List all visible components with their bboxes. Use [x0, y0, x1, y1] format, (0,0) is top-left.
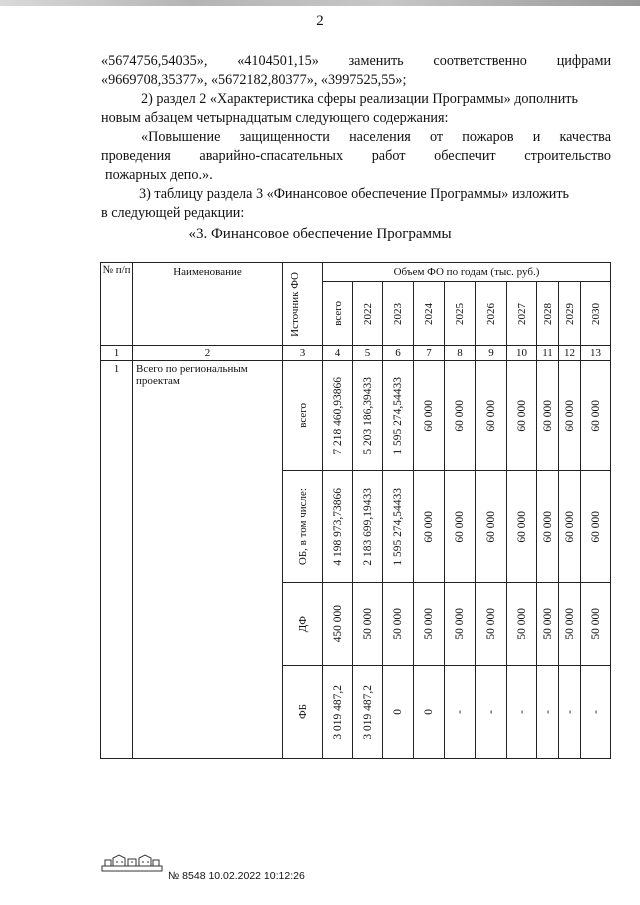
header-group-label: Объем ФО по годам (тыс. руб.): [393, 266, 540, 278]
value-label: 1 595 274,54433: [392, 376, 404, 455]
table-row: [101, 361, 611, 471]
value-label: 1 595 274,54433: [392, 487, 404, 566]
value-cell: [559, 666, 581, 759]
index-cell-6: 6: [383, 346, 414, 361]
value-label: 50 000: [392, 608, 404, 640]
value-cell: [383, 583, 414, 666]
value-cell: [323, 583, 353, 666]
value-cell: [559, 361, 581, 471]
value-label: 60 000: [423, 510, 435, 543]
value-label: 60 000: [485, 510, 497, 543]
index-cell-8: 8: [445, 346, 476, 361]
header-col-2022: [353, 282, 383, 346]
value-cell: [383, 471, 414, 583]
header-col-2028: [537, 282, 559, 346]
value-label: 450 000: [331, 605, 344, 643]
value-cell: [414, 471, 445, 583]
p1-word-respectively: соответственно: [433, 53, 527, 69]
value-cell: [323, 471, 353, 583]
value-label: 60 000: [423, 399, 435, 432]
value-label: 50 000: [485, 608, 497, 640]
value-cell: [445, 361, 476, 471]
header-col-2024: [414, 282, 445, 346]
value-label: -: [515, 710, 528, 714]
value-label: 50 000: [563, 608, 576, 640]
value-cell: [476, 471, 507, 583]
paragraph-1-line-1: [101, 52, 611, 71]
value-label: 50 000: [454, 608, 466, 640]
scan-top-edge: [0, 0, 640, 6]
value-cell: [507, 361, 537, 471]
index-cell-11: 11: [537, 346, 559, 361]
row-name: Всего по региональным проектам: [133, 361, 283, 759]
paragraph-1-line-2: «9669708,35377», «5672182,80377», «3997525,55»;: [101, 72, 407, 88]
row-number: 1: [101, 361, 133, 759]
value-label: 3 019 487,2: [361, 684, 374, 740]
header-group: [323, 263, 611, 282]
value-label: 5 203 186,39433: [361, 376, 374, 455]
document-registration-footer: № 8548 10.02.2022 10:12:26: [168, 870, 305, 882]
value-label: 60 000: [541, 399, 554, 432]
header-col-total-label: всего: [331, 301, 344, 326]
value-cell: [476, 361, 507, 471]
value-label: 7 218 460,93866: [331, 376, 344, 455]
value-label: 60 000: [589, 510, 602, 543]
value-cell: [507, 471, 537, 583]
header-col-2025-label: 2025: [454, 302, 466, 325]
value-cell: [581, 471, 611, 583]
value-cell: [581, 666, 611, 759]
index-cell-4: 4: [323, 346, 353, 361]
value-label: 50 000: [361, 608, 374, 640]
paragraph-1: [101, 52, 611, 90]
p1-value-1: «5674756,54035»,: [101, 53, 208, 69]
value-cell: [581, 583, 611, 666]
source-cell: [283, 583, 323, 666]
financing-table: [100, 262, 611, 759]
value-label: 2 183 699,19433: [361, 487, 374, 566]
value-label: 50 000: [515, 608, 528, 640]
value-cell: [414, 583, 445, 666]
value-cell: [559, 583, 581, 666]
paragraph-4-line-1: 3) таблицу раздела 3 «Финансовое обеспечение Программы» изложить: [139, 186, 570, 202]
p1-word-replace: заменить: [348, 53, 404, 69]
header-col-2026: [476, 282, 507, 346]
index-cell-2: 2: [133, 346, 283, 361]
paragraph-2: [101, 90, 611, 128]
value-cell: [507, 666, 537, 759]
source-label: ФБ: [296, 704, 309, 720]
header-name-label: Наименование: [173, 266, 242, 278]
header-col-2029-label: 2029: [563, 302, 576, 325]
value-label: -: [454, 710, 466, 714]
header-name: [133, 263, 283, 346]
header-col-2030: [581, 282, 611, 346]
value-cell: [323, 666, 353, 759]
value-cell: [581, 361, 611, 471]
index-cell-12: 12: [559, 346, 581, 361]
header-col-2023-label: 2023: [392, 302, 404, 325]
value-cell: [383, 361, 414, 471]
value-cell: [445, 666, 476, 759]
header-col-2030-label: 2030: [589, 302, 602, 325]
header-col-2023: [383, 282, 414, 346]
value-label: -: [541, 710, 554, 714]
paragraph-3-line-3: пожарных депо.».: [105, 167, 213, 183]
index-cell-9: 9: [476, 346, 507, 361]
value-cell: [537, 471, 559, 583]
value-cell: [537, 666, 559, 759]
value-cell: [414, 666, 445, 759]
value-cell: [559, 471, 581, 583]
index-cell-3: 3: [283, 346, 323, 361]
p1-value-2: «4104501,15»: [237, 53, 319, 69]
value-label: 60 000: [515, 399, 528, 432]
value-cell: [353, 666, 383, 759]
paragraph-3-line-1: «Повышение защищенности населения от пожаров и качества: [141, 129, 611, 145]
paragraph-3: [101, 128, 611, 185]
value-cell: [445, 471, 476, 583]
table-heading: «3. Финансовое обеспечение Программы: [188, 226, 452, 242]
value-label: 4 198 973,73866: [331, 487, 344, 566]
p1-word-digits: цифрами: [556, 53, 612, 69]
header-col-2022-label: 2022: [361, 302, 374, 325]
header-num-label: № п/п: [102, 264, 131, 276]
index-cell-5: 5: [353, 346, 383, 361]
header-col-2027: [507, 282, 537, 346]
value-cell: [414, 361, 445, 471]
header-col-total: [323, 282, 353, 346]
value-cell: [323, 361, 353, 471]
value-cell: [445, 583, 476, 666]
value-label: 50 000: [589, 608, 602, 640]
value-cell: [476, 666, 507, 759]
value-label: 60 000: [485, 399, 497, 432]
source-label: ДФ: [296, 615, 309, 633]
value-cell: [537, 583, 559, 666]
value-cell: [383, 666, 414, 759]
header-col-2027-label: 2027: [515, 302, 528, 325]
value-cell: [537, 361, 559, 471]
value-cell: [507, 583, 537, 666]
paragraph-4-line-2: в следующей редакции:: [101, 205, 245, 221]
value-cell: [353, 583, 383, 666]
value-label: -: [563, 710, 576, 714]
value-label: 60 000: [454, 510, 466, 543]
source-label: ОБ, в том числе:: [296, 487, 309, 566]
header-col-2025: [445, 282, 476, 346]
value-label: 60 000: [563, 510, 576, 543]
index-cell-13: 13: [581, 346, 611, 361]
header-source: [283, 263, 323, 346]
source-cell: [283, 666, 323, 759]
paragraph-3-line-2: проведения аварийно-спасательных работ обеспечит строительство: [101, 148, 611, 164]
value-label: 0: [423, 709, 435, 715]
source-cell: [283, 361, 323, 471]
header-col-2028-label: 2028: [541, 302, 554, 325]
value-label: 60 000: [515, 510, 528, 543]
value-label: -: [485, 710, 497, 714]
header-col-2024-label: 2024: [423, 302, 435, 325]
value-label: 60 000: [454, 399, 466, 432]
value-label: 0: [392, 709, 404, 715]
header-col-2026-label: 2026: [485, 302, 497, 325]
index-cell-1: 1: [101, 346, 133, 361]
paragraph-2-line-1: 2) раздел 2 «Характеристика сферы реализации Программы» дополнить: [141, 91, 578, 107]
index-cell-10: 10: [507, 346, 537, 361]
value-cell: [353, 471, 383, 583]
source-cell: [283, 471, 323, 583]
page-number: 2: [316, 13, 324, 29]
index-cell-7: 7: [414, 346, 445, 361]
value-label: 60 000: [541, 510, 554, 543]
value-label: 50 000: [541, 608, 554, 640]
paragraph-4: [101, 185, 611, 223]
header-col-2029: [559, 282, 581, 346]
value-label: 50 000: [423, 608, 435, 640]
header-num: [101, 263, 133, 346]
source-label: всего: [296, 403, 309, 428]
building-stamp-icon: [101, 852, 163, 872]
header-source-label: Источник ФО: [288, 271, 301, 337]
value-label: 60 000: [589, 399, 602, 432]
value-label: 60 000: [563, 399, 576, 432]
value-cell: [353, 361, 383, 471]
value-cell: [476, 583, 507, 666]
value-label: 3 019 487,2: [331, 684, 344, 740]
value-label: -: [589, 710, 602, 714]
paragraph-2-line-2: новым абзацем четырнадцатым следующего содержания:: [101, 110, 449, 126]
